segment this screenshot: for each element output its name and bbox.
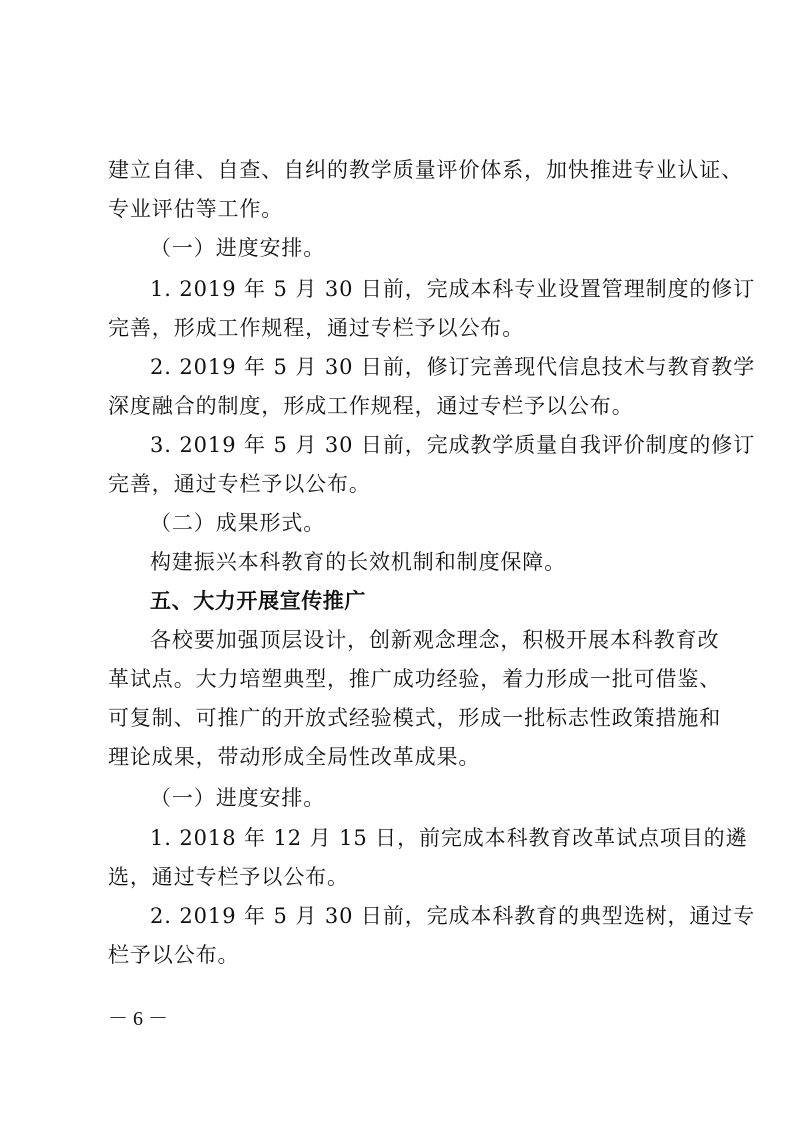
list-item-continuation: 深度融合的制度，形成工作规程，通过专栏予以公布。 [108, 394, 634, 418]
paragraph-line: 建立自律、自查、自纠的教学质量评价体系，加快推进专业认证、 [108, 158, 744, 182]
list-item: 1. 2018 年 12 月 15 日，前完成本科教育改革试点项目的遴 [150, 826, 748, 850]
paragraph-line: 革试点。大力培塑典型，推广成功经验，着力形成一批可借鉴、 [108, 667, 722, 691]
paragraph-line: 可复制、可推广的开放式经验模式，形成一批标志性政策措施和 [108, 706, 722, 730]
list-item-continuation: 选，通过专栏予以公布。 [108, 865, 349, 889]
paragraph-line: 专业评估等工作。 [108, 197, 284, 221]
paragraph-line: 各校要加强顶层设计，创新观念理念，积极开展本科教育改 [150, 628, 720, 652]
section-heading: 五、大力开展宣传推广 [150, 589, 366, 613]
paragraph-line: 理论成果，带动形成全局性改革成果。 [108, 745, 481, 769]
list-item: 1. 2019 年 5 月 30 日前，完成本科专业设置管理制度的修订 [150, 277, 756, 301]
list-item: 3. 2019 年 5 月 30 日前，完成教学质量自我评价制度的修订 [150, 433, 756, 457]
list-item-continuation: 栏予以公布。 [108, 943, 240, 967]
list-item-continuation: 完善，形成工作规程，通过专栏予以公布。 [108, 316, 525, 340]
section-subheading: （二）成果形式。 [150, 511, 326, 535]
paragraph-line: 构建振兴本科教育的长效机制和制度保障。 [150, 550, 567, 574]
list-item: 2. 2019 年 5 月 30 日前，修订完善现代信息技术与教育教学 [150, 355, 756, 379]
list-item-continuation: 完善，通过专栏予以公布。 [108, 472, 371, 496]
page-number: － 6 － [108, 1008, 168, 1030]
list-item: 2. 2019 年 5 月 30 日前，完成本科教育的典型选树，通过专 [150, 904, 756, 928]
section-subheading: （一）进度安排。 [150, 236, 326, 260]
section-subheading: （一）进度安排。 [150, 786, 326, 810]
